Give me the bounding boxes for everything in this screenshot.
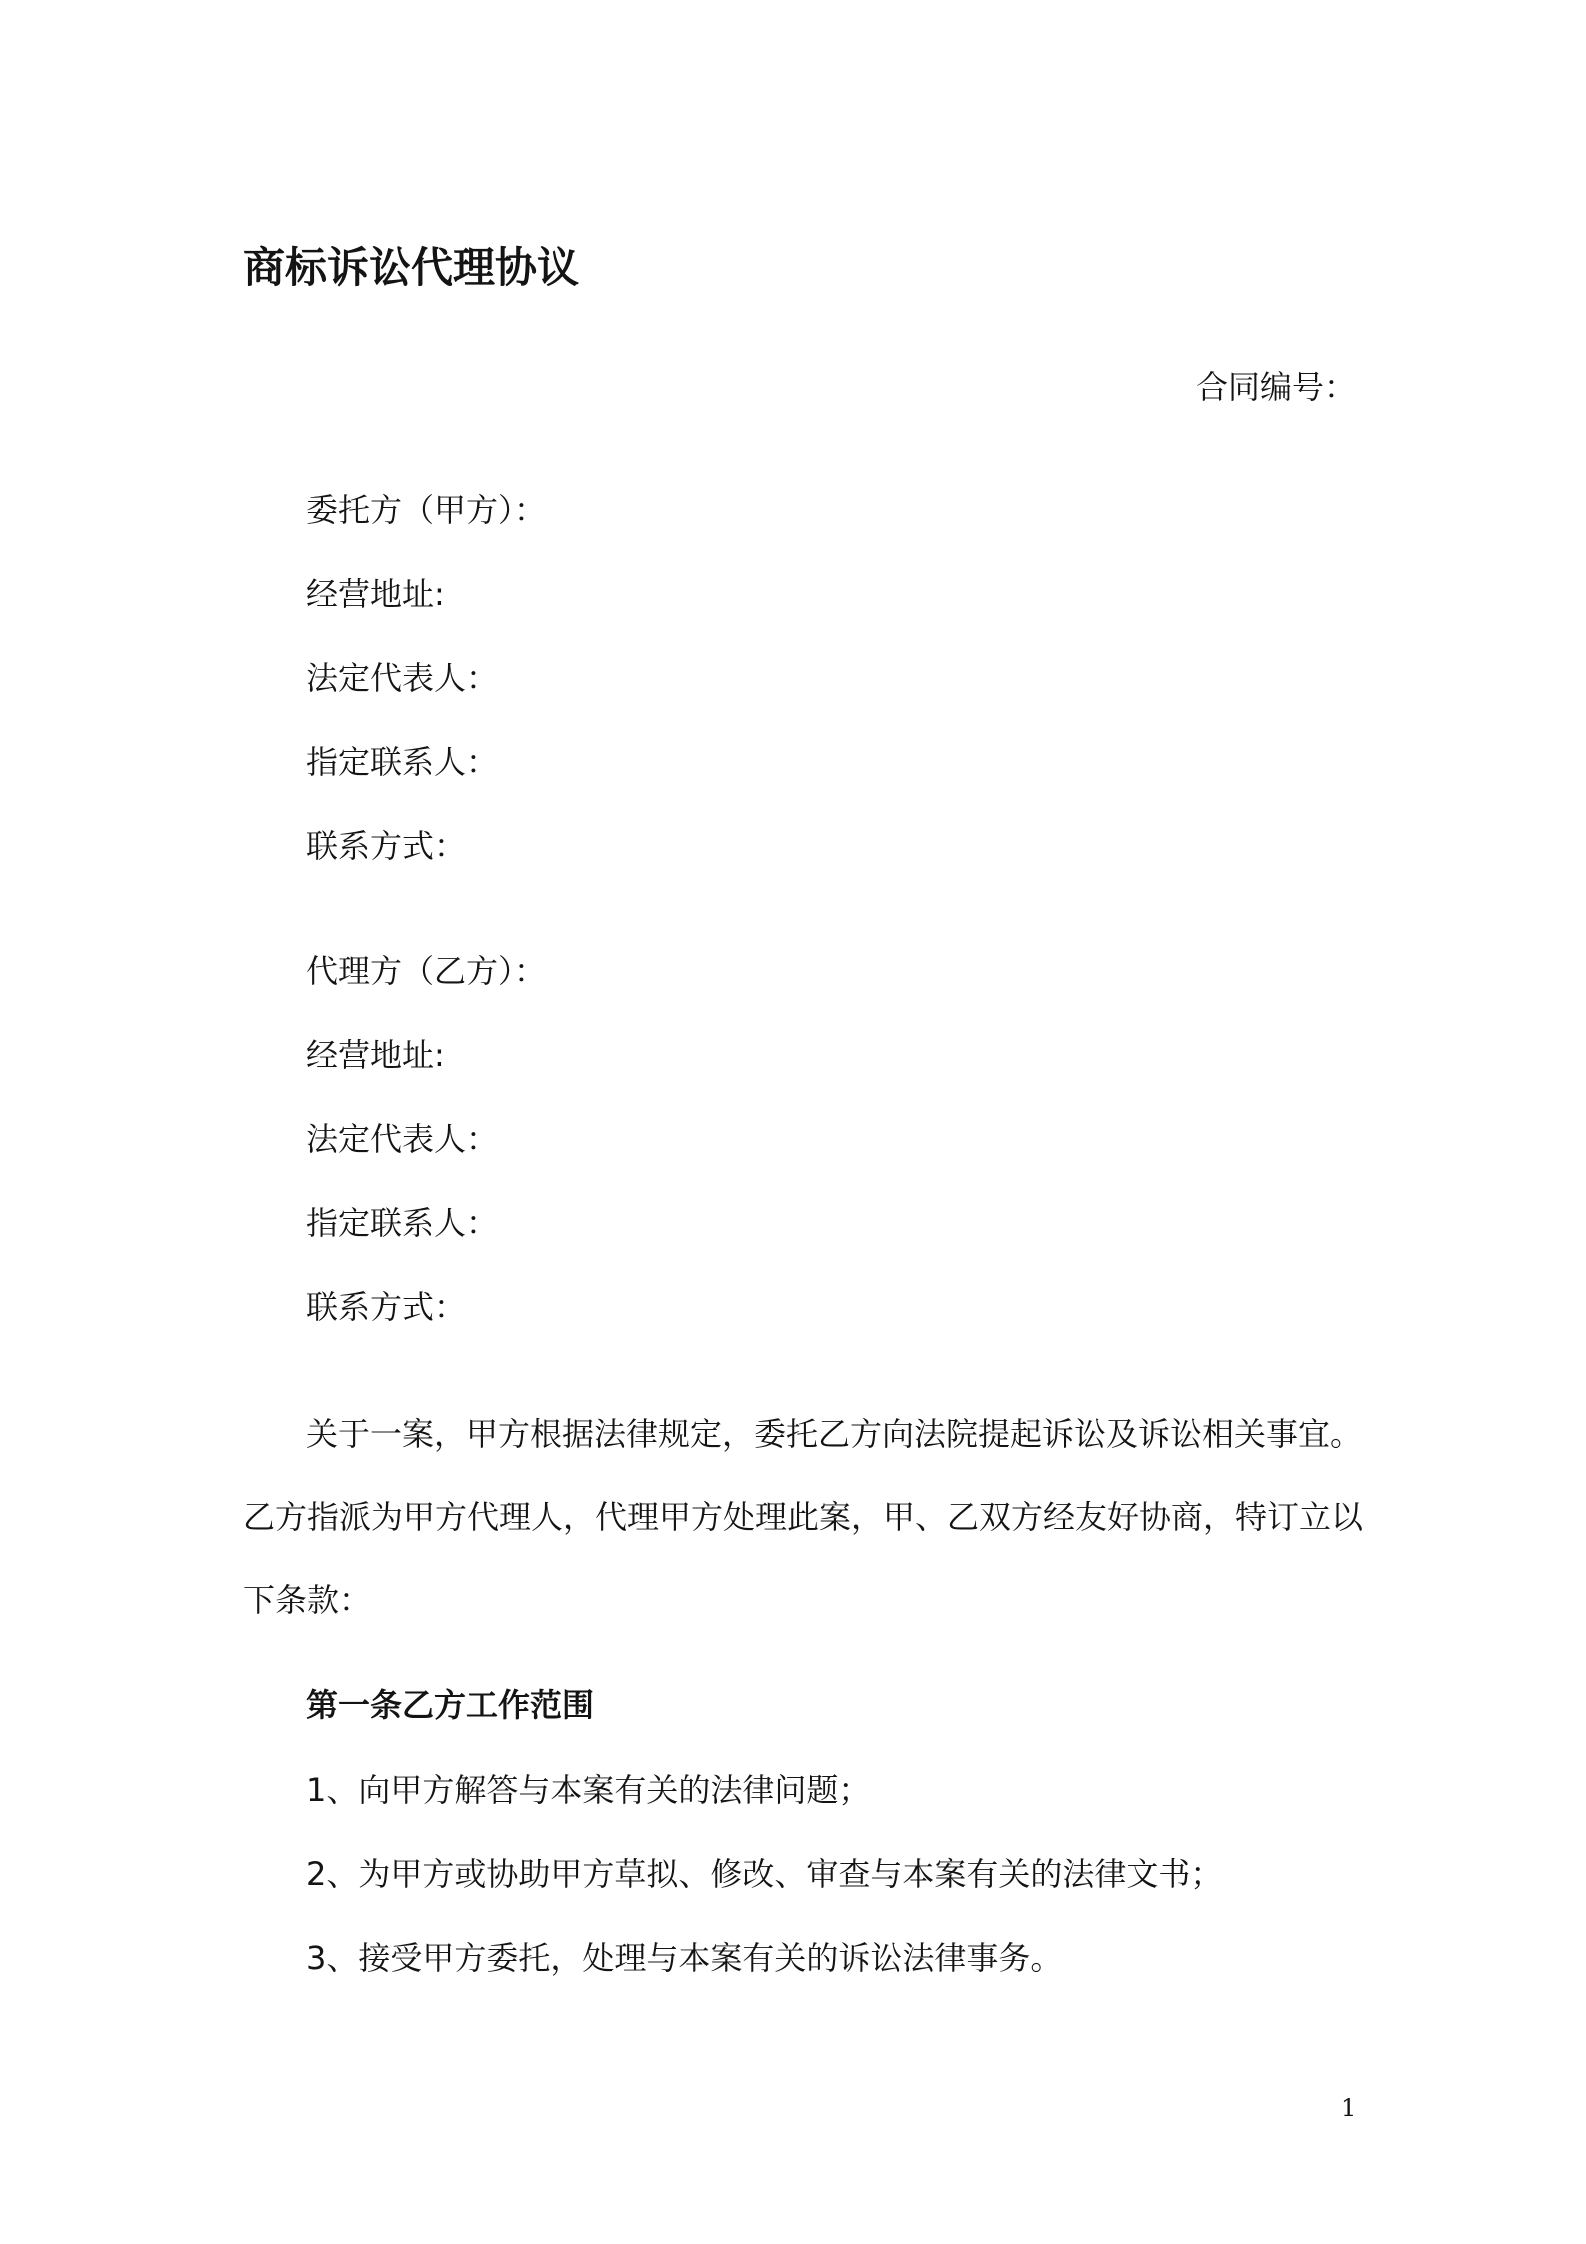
party-a-contact-method: 联系方式：: [306, 827, 467, 865]
intro-paragraph: 关于一案，甲方根据法律规定，委托乙方向法院提起诉讼及诉讼相关事宜。乙方指派为甲方代理人，代理甲方处理此案，甲、乙双方经友好协商，特订立以下条款：: [243, 1415, 1364, 1619]
party-b-contact-person: 指定联系人：: [306, 1204, 499, 1242]
party-a-address: 经营地址:: [306, 575, 445, 613]
party-b-heading: 代理方（乙方）：: [306, 952, 547, 990]
party-a-heading: 委托方（甲方）：: [306, 491, 547, 529]
party-a-contact-person: 指定联系人：: [306, 743, 499, 781]
party-a-legal-rep: 法定代表人：: [306, 659, 499, 697]
article-1-item: 3、接受甲方委托，处理与本案有关的诉讼法律事务。: [306, 1939, 1063, 1977]
contract-number-label: 合同编号：: [1196, 368, 1357, 406]
page-number: 1: [1341, 2094, 1357, 2122]
document-title: 商标诉讼代理协议: [243, 243, 580, 292]
article-1-heading: 第一条乙方工作范围: [306, 1686, 595, 1724]
party-b-address: 经营地址:: [306, 1036, 445, 1074]
article-1-item: 1、向甲方解答与本案有关的法律问题；: [306, 1771, 871, 1809]
party-b-legal-rep: 法定代表人：: [306, 1120, 499, 1158]
article-1-item: 2、为甲方或协助甲方草拟、修改、审查与本案有关的法律文书；: [306, 1855, 1223, 1893]
party-b-contact-method: 联系方式：: [306, 1288, 467, 1326]
